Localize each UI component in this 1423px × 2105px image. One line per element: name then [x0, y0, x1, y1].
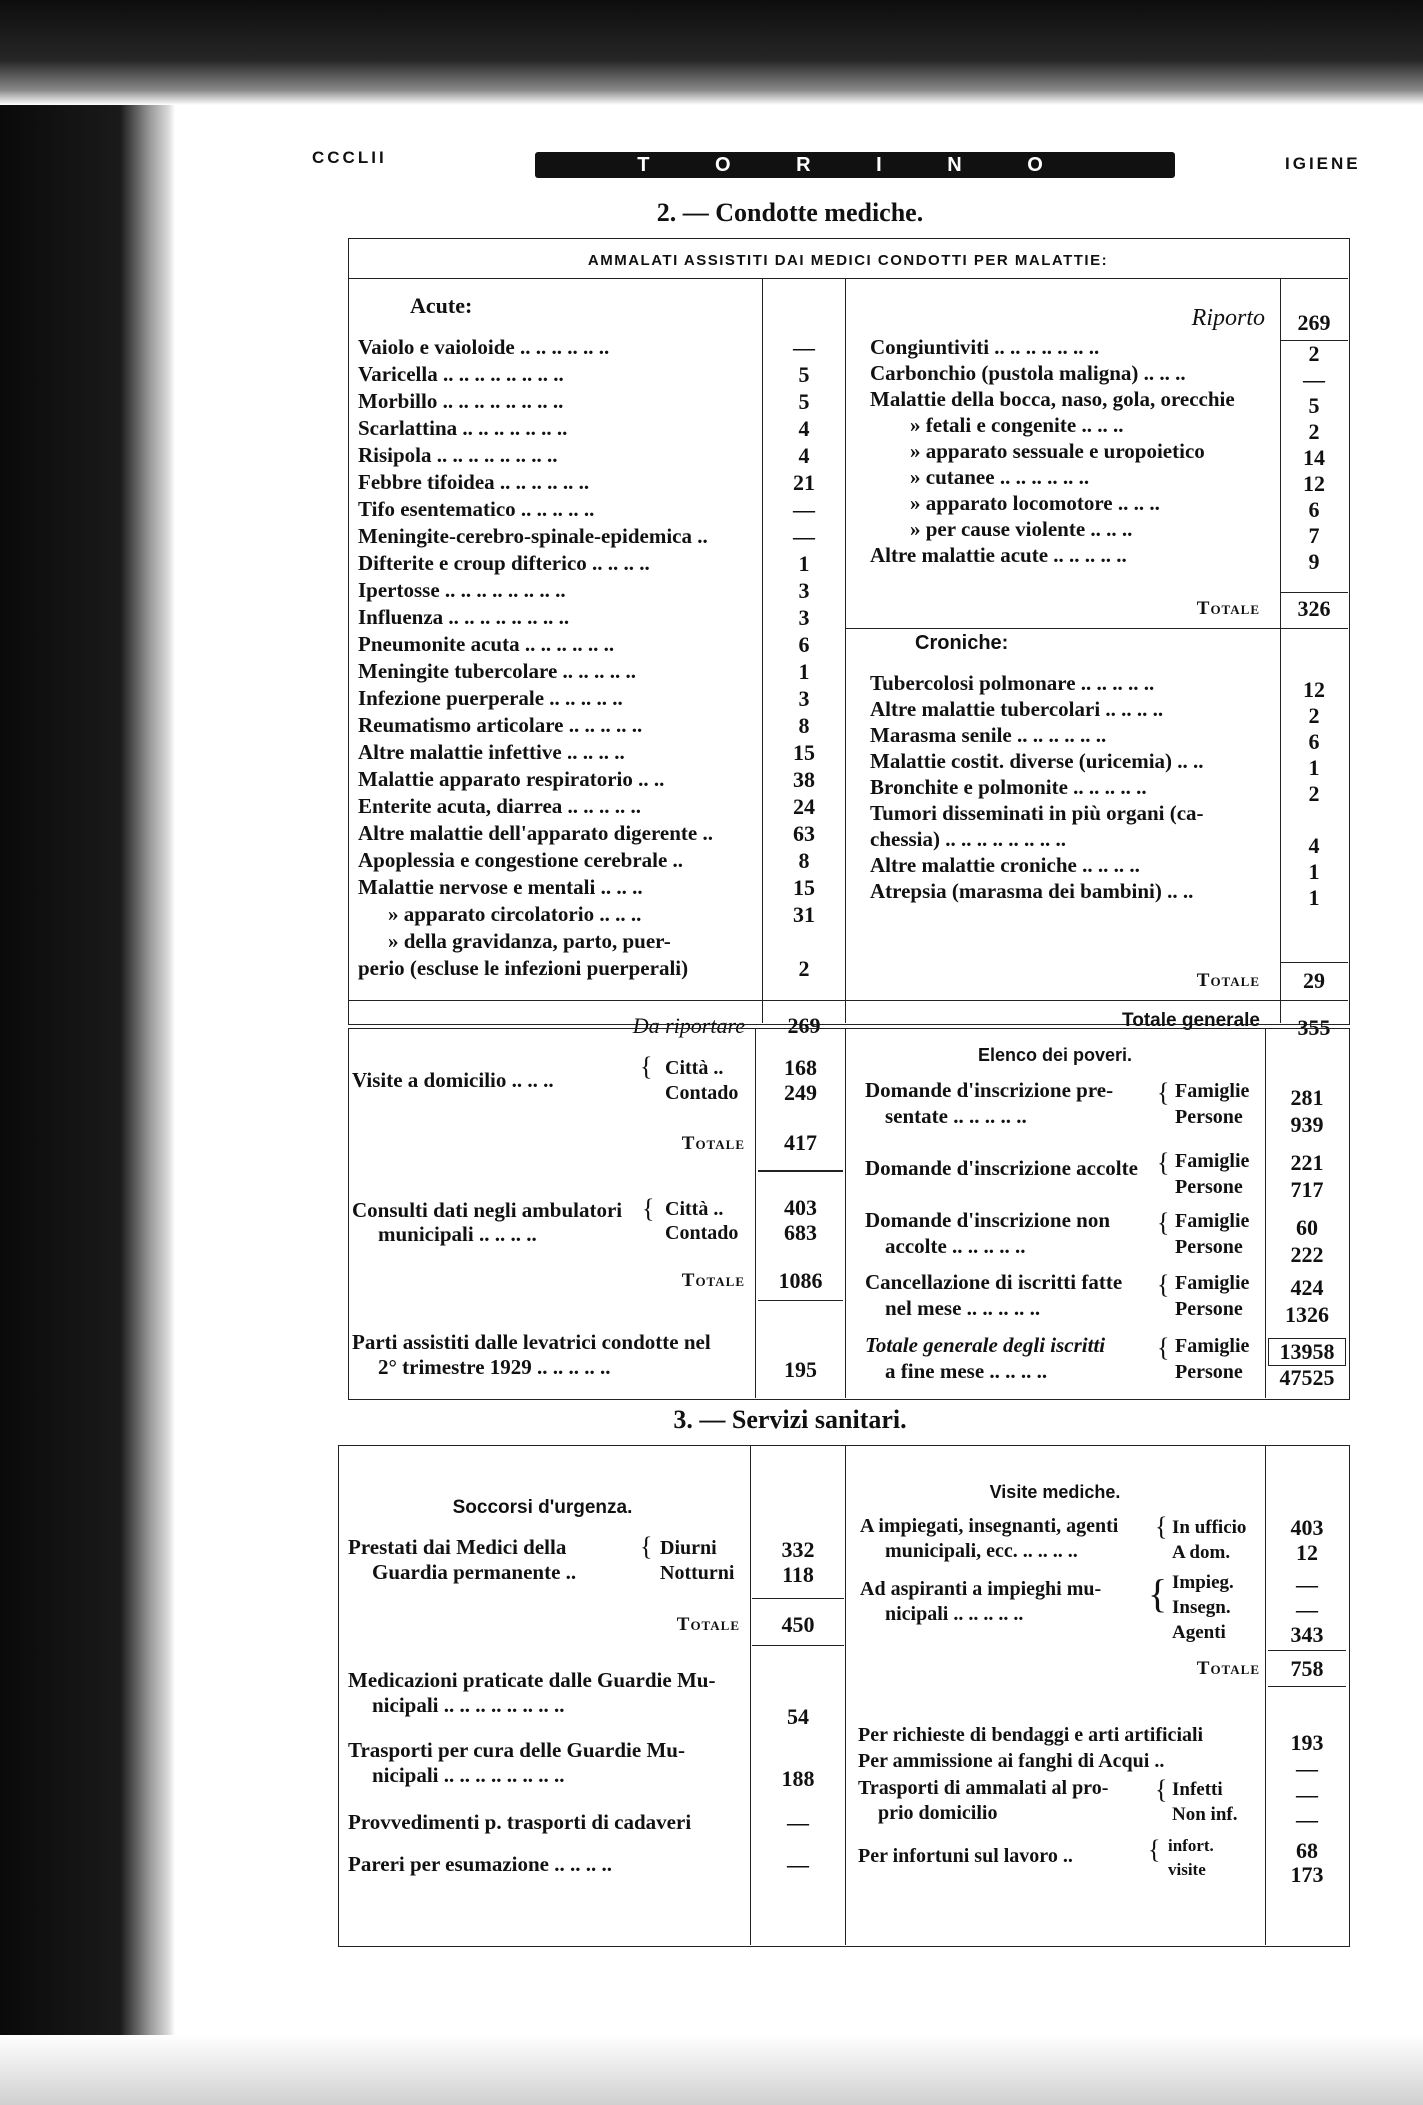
croniche-row: [870, 878, 1270, 905]
da-riportare-label: Da riportare: [632, 1013, 745, 1038]
croniche-value: 1: [1308, 755, 1320, 780]
totale-acute-value: 326: [1297, 596, 1331, 621]
right-acute-label: » fetali e congenite .. .. ..: [910, 413, 1124, 437]
citta-label: Città ..: [665, 1057, 724, 1079]
acute-label: Meningite-cerebro-spinale-epidemica ..: [358, 524, 708, 548]
col-line: [845, 1028, 846, 1398]
scan-top-shadow: [0, 0, 1423, 105]
sec3-title: 3. — Servizi sanitari.: [673, 1405, 907, 1434]
acute-value: 15: [793, 875, 815, 900]
pareri-label: Pareri per esumazione .. .. .. ..: [348, 1852, 613, 1876]
col-line: [762, 278, 763, 1023]
soccorsi-totale-value: 450: [781, 1612, 815, 1637]
acute-value: —: [793, 524, 815, 549]
right-acute-value: 6: [1308, 497, 1320, 522]
da-riportare-value: 269: [787, 1013, 821, 1038]
bendaggi-value: 193: [1290, 1730, 1324, 1755]
croniche-row: [870, 774, 1270, 801]
croniche-label: Altre malattie croniche .. .. .. ..: [870, 853, 1140, 877]
acute-row: [358, 874, 753, 901]
acute-value: 15: [793, 740, 815, 765]
totale-generale-value: 355: [1297, 1015, 1331, 1040]
infort-value: 68: [1296, 1838, 1318, 1863]
visite-totale-rule: [1268, 1686, 1346, 1687]
pareri-value: —: [787, 1852, 809, 1877]
famiglie-label: Famiglie: [1175, 1272, 1250, 1294]
croniche-row: [870, 696, 1270, 723]
persone-label: Persone: [1175, 1361, 1243, 1383]
a-dom-value: 12: [1296, 1540, 1318, 1565]
col-line: [755, 1028, 756, 1398]
page-number: CCCLII: [312, 148, 387, 167]
acute-row: [358, 577, 753, 604]
poveri-line1: Domande d'inscrizione non: [865, 1208, 1111, 1232]
acute-value: 38: [793, 767, 815, 792]
brace-icon: {: [1157, 1078, 1170, 1107]
acute-value: 24: [793, 794, 815, 819]
acute-row: [358, 604, 753, 631]
poveri-row: [865, 1270, 1265, 1326]
poveri-line2: sentate .. .. .. .. ..: [885, 1104, 1027, 1128]
soccorsi-totale-label: Totale: [676, 1614, 740, 1635]
brace-icon: {: [1155, 1775, 1168, 1804]
visite-totale-label: Totale: [681, 1133, 745, 1154]
trasporti-line2: nicipali .. .. .. .. .. .. .. ..: [372, 1763, 565, 1787]
persone-label: Persone: [1175, 1176, 1243, 1198]
famiglie-label: Famiglie: [1175, 1210, 1250, 1232]
acute-row: [358, 550, 753, 577]
riporto-value: 269: [1297, 310, 1331, 335]
soccorsi-rule: [752, 1598, 844, 1599]
poveri-row: [865, 1148, 1265, 1204]
visite-contado-value: 249: [784, 1080, 817, 1105]
right-acute-label: » apparato locomotore .. .. ..: [910, 491, 1160, 515]
visite-label: Visite a domicilio .. .. ..: [352, 1068, 554, 1092]
acute-row: [358, 847, 753, 874]
croniche-value: 2: [1308, 703, 1320, 728]
right-acute-label: » per cause violente .. .. ..: [910, 517, 1133, 541]
visite-inf-value: 173: [1290, 1862, 1324, 1887]
col-line: [845, 278, 846, 1023]
right-acute-value: 2: [1308, 419, 1320, 444]
poveri-line1: Cancellazione di iscritti fatte: [865, 1270, 1123, 1294]
right-acute-row: [870, 412, 1270, 439]
famiglie-label: Famiglie: [1175, 1335, 1250, 1357]
infortuni-label: Per infortuni sul lavoro ..: [858, 1845, 1073, 1867]
acute-label: Malattie nervose e mentali .. .. ..: [358, 875, 643, 899]
acute-label: Ipertosse .. .. .. .. .. .. .. ..: [358, 578, 566, 602]
croniche-label: chessia) .. .. .. .. .. .. .. ..: [870, 827, 1066, 851]
acute-value: 8: [798, 713, 810, 738]
croniche-value: 2: [1308, 781, 1320, 806]
acute-row: [358, 685, 753, 712]
poveri-persone-value: 1326: [1285, 1302, 1329, 1327]
poveri-row: [865, 1078, 1265, 1134]
brace-icon: {: [1157, 1270, 1170, 1299]
infort-label: infort.: [1168, 1836, 1214, 1855]
acute-row: [358, 766, 753, 793]
croniche-value: 12: [1303, 677, 1325, 702]
totale-acute-rule: [1280, 592, 1348, 593]
consulti-citta-label: Città ..: [665, 1198, 724, 1220]
acute-label: Scarlattina .. .. .. .. .. .. ..: [358, 416, 568, 440]
croniche-label: Bronchite e polmonite .. .. .. .. ..: [870, 775, 1147, 799]
prestati-line2: Guardia permanente ..: [372, 1560, 577, 1584]
poveri-title: Elenco dei poveri.: [977, 1045, 1133, 1065]
parti-value: 195: [784, 1357, 817, 1382]
right-acute-value: 2: [1308, 341, 1320, 366]
acute-row: [358, 496, 753, 523]
insegn-label: Insegn.: [1172, 1597, 1231, 1618]
impieg-value: —: [1296, 1572, 1318, 1597]
poveri-famiglie-value: 221: [1290, 1150, 1324, 1175]
provvedimenti-label: Provvedimenti p. trasporti di cadaveri: [348, 1810, 692, 1834]
acute-row: [358, 712, 753, 739]
acute-row: [358, 928, 753, 955]
running-title: T O R I N O: [637, 154, 1073, 176]
acute-value: 3: [798, 578, 810, 603]
brace-icon: {: [642, 1194, 655, 1223]
col-line: [1280, 278, 1281, 1023]
persone-label: Persone: [1175, 1106, 1243, 1128]
riporto-label: Riporto: [1191, 305, 1265, 331]
insegn-value: —: [1296, 1597, 1318, 1622]
acute-label: Morbillo .. .. .. .. .. .. .. ..: [358, 389, 564, 413]
poveri-line2: accolte .. .. .. .. ..: [885, 1234, 1026, 1258]
acute-label: Influenza .. .. .. .. .. .. .. ..: [358, 605, 570, 629]
acute-label: Risipola .. .. .. .. .. .. .. ..: [358, 443, 558, 467]
poveri-row: [865, 1333, 1265, 1389]
acute-value: 1: [798, 659, 810, 684]
trasporti-line1: Trasporti per cura delle Guardie Mu-: [348, 1738, 685, 1762]
acute-row: [358, 739, 753, 766]
croniche-heading: Croniche:: [915, 632, 1009, 654]
croniche-label: Tumori disseminati in più organi (ca-: [870, 801, 1204, 825]
col-line: [1265, 1445, 1266, 1945]
visite-totale-value: 417: [784, 1130, 817, 1155]
right-acute-label: » apparato sessuale e uropoietico: [910, 439, 1205, 463]
impiegati-line2: municipali, ecc. .. .. .. ..: [885, 1540, 1078, 1562]
right-acute-row: [870, 542, 1270, 569]
acute-row: [358, 631, 753, 658]
croniche-row: [870, 852, 1270, 879]
acute-label: perio (escluse le infezioni puerperali): [358, 956, 689, 980]
acute-label: Pneumonite acuta .. .. .. .. .. ..: [358, 632, 615, 656]
acute-value: 63: [793, 821, 815, 846]
croniche-label: Atrepsia (marasma dei bambini) .. ..: [870, 879, 1194, 903]
right-acute-label: Altre malattie acute .. .. .. .. ..: [870, 543, 1127, 567]
right-acute-row: [870, 438, 1270, 465]
acute-label: Vaiolo e vaioloide .. .. .. .. .. ..: [358, 335, 610, 359]
totale-croniche-rule: [1280, 962, 1348, 963]
aspiranti-line1: Ad aspiranti a impieghi mu-: [860, 1578, 1102, 1600]
brace-icon: {: [1157, 1208, 1170, 1237]
in-ufficio-value: 403: [1290, 1515, 1324, 1540]
brace-icon: {: [1157, 1333, 1170, 1362]
visite-mediche-title: Visite mediche.: [989, 1482, 1121, 1502]
croniche-value: 4: [1308, 833, 1320, 858]
col-line: [750, 1445, 751, 1945]
consulti-contado-value: 683: [784, 1220, 817, 1245]
contado-label: Contado: [665, 1082, 739, 1104]
medicazioni-line2: nicipali .. .. .. .. .. .. .. ..: [372, 1693, 565, 1717]
acute-label: » della gravidanza, parto, puer-: [388, 929, 671, 953]
croniche-row: [870, 748, 1270, 775]
croniche-label: Tubercolosi polmonare .. .. .. .. ..: [870, 671, 1155, 695]
notturni-value: 118: [782, 1562, 814, 1587]
acute-label: Tifo esentematico .. .. .. .. ..: [358, 497, 595, 521]
acute-row: [358, 442, 753, 469]
brace-icon: {: [1148, 1571, 1168, 1616]
acute-label: » apparato circolatorio .. .. ..: [388, 902, 642, 926]
famiglie-label: Famiglie: [1175, 1080, 1250, 1102]
poveri-line2: nel mese .. .. .. .. ..: [885, 1296, 1041, 1320]
acute-value: —: [793, 497, 815, 522]
acute-label: Difterite e croup difterico .. .. .. ..: [358, 551, 650, 575]
right-acute-label: Congiuntiviti .. .. .. .. .. .. ..: [870, 335, 1100, 359]
poveri-row: [865, 1208, 1265, 1264]
poveri-famiglie-value: 60: [1296, 1215, 1318, 1240]
persone-label: Persone: [1175, 1236, 1243, 1258]
col-line: [845, 1445, 846, 1945]
acute-row: [358, 334, 753, 361]
visite-totale-value: 758: [1290, 1656, 1324, 1681]
impiegati-line1: A impiegati, insegnanti, agenti: [860, 1515, 1119, 1537]
brace-icon: {: [1157, 1148, 1170, 1177]
acute-value: 31: [793, 902, 815, 927]
poveri-line1: Totale generale degli iscritti: [865, 1333, 1106, 1357]
acute-value: 21: [793, 470, 815, 495]
a-dom-label: A dom.: [1172, 1542, 1231, 1563]
consulti-totale-label: Totale: [681, 1270, 745, 1291]
provvedimenti-value: —: [787, 1810, 809, 1835]
totale-acute-label: Totale: [1196, 598, 1260, 619]
visite-rule: [1268, 1650, 1346, 1651]
right-acute-value: 5: [1308, 393, 1320, 418]
right-acute-row: [870, 490, 1270, 517]
aspiranti-line2: nicipali .. .. .. .. ..: [885, 1603, 1024, 1625]
sec2-title: 2. — Condotte mediche.: [656, 198, 924, 227]
right-acute-row: [870, 516, 1270, 543]
notturni-label: Notturni: [660, 1562, 735, 1584]
acute-label: Varicella .. .. .. .. .. .. .. ..: [358, 362, 564, 386]
croniche-label: Malattie costit. diverse (uricemia) .. ..: [870, 749, 1204, 773]
acute-row: [358, 469, 753, 496]
acute-value: 3: [798, 605, 810, 630]
croniche-row: [870, 722, 1270, 749]
acute-value: 3: [798, 686, 810, 711]
trasporti-amm-line2: prio domicilio: [878, 1802, 998, 1824]
totale-generale-rule: [845, 1000, 1348, 1001]
trasporti-value: 188: [781, 1766, 815, 1791]
running-title-band: [535, 152, 1175, 178]
impieg-label: Impieg.: [1172, 1572, 1234, 1593]
poveri-persone-value: 939: [1290, 1112, 1324, 1137]
croniche-label: Marasma senile .. .. .. .. .. ..: [870, 723, 1107, 747]
acute-label: Infezione puerperale .. .. .. .. ..: [358, 686, 623, 710]
soccorsi-totale-rule: [752, 1645, 844, 1646]
acute-row: [358, 388, 753, 415]
poveri-line1: Domande d'inscrizione pre-: [865, 1078, 1114, 1102]
acute-value: 5: [798, 389, 810, 414]
consulti-totale-value: 1086: [778, 1268, 823, 1293]
croniche-value: 1: [1308, 859, 1320, 884]
acute-label: Enterite acuta, diarrea .. .. .. .. ..: [358, 794, 642, 818]
right-acute-value: 7: [1308, 523, 1320, 548]
acute-value: 4: [798, 443, 810, 468]
croniche-rule: [845, 628, 1348, 629]
acute-row: [358, 820, 753, 847]
croniche-row: [870, 670, 1270, 697]
visite-citta-value: 168: [784, 1055, 817, 1080]
consulti-contado-label: Contado: [665, 1222, 739, 1244]
poveri-persone-value: 717: [1290, 1177, 1324, 1202]
scan-bottom-shadow: [0, 2035, 1423, 2105]
trasporti-amm-line1: Trasporti di ammalati al pro-: [858, 1777, 1109, 1799]
diurni-value: 332: [781, 1537, 815, 1562]
right-acute-value: 9: [1308, 549, 1320, 574]
brace-icon: {: [640, 1052, 653, 1081]
poveri-line1: Domande d'inscrizione accolte: [865, 1156, 1138, 1180]
croniche-row: [870, 826, 1270, 853]
brace-icon: {: [640, 1532, 653, 1561]
prestati-line1: Prestati dai Medici della: [348, 1535, 567, 1559]
infetti-label: Infetti: [1172, 1779, 1223, 1800]
acute-label: Reumatismo articolare .. .. .. .. ..: [358, 713, 643, 737]
acute-value: 6: [798, 632, 810, 657]
totale-generale-label: Totale generale: [1122, 1010, 1260, 1031]
right-acute-row: [870, 360, 1270, 387]
croniche-label: Altre malattie tubercolari .. .. .. ..: [870, 697, 1164, 721]
consulti-line1: Consulti dati negli ambulatori: [352, 1198, 623, 1222]
right-acute-value: 14: [1303, 445, 1325, 470]
fanghi-value: —: [1296, 1756, 1318, 1781]
right-acute-label: Malattie della bocca, naso, gola, orecchie: [870, 387, 1235, 411]
famiglie-label: Famiglie: [1175, 1150, 1250, 1172]
non-inf-label: Non inf.: [1172, 1804, 1238, 1825]
poveri-famiglie-value: 281: [1290, 1085, 1324, 1110]
acute-row: [358, 955, 753, 982]
right-acute-row: [870, 464, 1270, 491]
consulti-citta-value: 403: [784, 1195, 817, 1220]
sec2-subtitle: AMMALATI ASSISTITI DAI MEDICI CONDOTTI PER MALATTIE:: [587, 252, 1109, 269]
acute-label: Altre malattie dell'apparato digerente ..: [358, 821, 713, 845]
right-acute-label: Carbonchio (pustola maligna) .. .. ..: [870, 361, 1186, 385]
fanghi-label: Per ammissione ai fanghi di Acqui ..: [858, 1750, 1165, 1772]
visite-totale-rule: [758, 1170, 843, 1172]
acute-label: Apoplessia e congestione cerebrale ..: [358, 848, 684, 872]
right-acute-label: » cutanee .. .. .. .. .. ..: [910, 465, 1090, 489]
infetti-value: —: [1296, 1782, 1318, 1807]
croniche-value: 6: [1308, 729, 1320, 754]
brace-icon: {: [1155, 1512, 1168, 1541]
acute-label: Meningite tubercolare .. .. .. .. ..: [358, 659, 637, 683]
acute-value: 8: [798, 848, 810, 873]
totale-croniche-value: 29: [1303, 968, 1325, 993]
medicazioni-value: 54: [787, 1704, 809, 1729]
subtitle-rule: [348, 278, 1348, 279]
poveri-line2: a fine mese .. .. .. ..: [885, 1359, 1048, 1383]
right-acute-row: [870, 334, 1270, 361]
bendaggi-label: Per richieste di bendaggi e arti artificiali: [858, 1724, 1204, 1746]
acute-heading: Acute:: [410, 293, 473, 318]
non-inf-value: —: [1296, 1807, 1318, 1832]
acute-row: [358, 793, 753, 820]
right-acute-row: [870, 386, 1270, 413]
acute-value: 2: [798, 956, 810, 981]
consulti-rule: [758, 1300, 843, 1301]
soccorsi-title: Soccorsi d'urgenza.: [452, 1497, 633, 1518]
agenti-value: 343: [1290, 1622, 1324, 1647]
parti-line1: Parti assistiti dalle levatrici condotte nel: [352, 1330, 711, 1354]
visite-totale-label: Totale: [1196, 1658, 1260, 1679]
section-name: IGIENE: [1285, 154, 1361, 173]
acute-label: Malattie apparato respiratorio .. ..: [358, 767, 665, 791]
da-riportare-rule: [348, 1000, 848, 1001]
in-ufficio-label: In ufficio: [1172, 1517, 1247, 1538]
poveri-famiglie-value: 424: [1290, 1275, 1324, 1300]
diurni-label: Diurni: [660, 1537, 717, 1559]
medicazioni-line1: Medicazioni praticate dalle Guardie Mu-: [348, 1668, 716, 1692]
poveri-famiglie-value: 13958: [1268, 1338, 1346, 1366]
acute-value: 4: [798, 416, 810, 441]
right-acute-value: —: [1303, 367, 1325, 392]
acute-label: Altre malattie infettive .. .. .. ..: [358, 740, 625, 764]
acute-row: [358, 361, 753, 388]
acute-row: [358, 523, 753, 550]
agenti-label: Agenti: [1172, 1622, 1226, 1643]
visite-inf-label: visite: [1168, 1860, 1206, 1879]
right-acute-value: 12: [1303, 471, 1325, 496]
acute-row: [358, 415, 753, 442]
persone-label: Persone: [1175, 1298, 1243, 1320]
acute-row: [358, 658, 753, 685]
acute-value: 1: [798, 551, 810, 576]
scan-left-shadow: [0, 0, 175, 2105]
acute-label: Febbre tifoidea .. .. .. .. .. ..: [358, 470, 590, 494]
totale-croniche-label: Totale: [1196, 970, 1260, 991]
croniche-value: 1: [1308, 885, 1320, 910]
col-line: [1265, 1028, 1266, 1398]
consulti-line2: municipali .. .. .. ..: [378, 1222, 537, 1246]
acute-value: —: [793, 335, 815, 360]
acute-row: [358, 901, 753, 928]
poveri-persone-value: 47525: [1279, 1365, 1335, 1390]
brace-icon: {: [1148, 1835, 1161, 1864]
acute-value: 5: [798, 362, 810, 387]
parti-line2: 2° trimestre 1929 .. .. .. .. ..: [378, 1355, 611, 1379]
croniche-row: [870, 800, 1270, 827]
poveri-persone-value: 222: [1290, 1242, 1324, 1267]
